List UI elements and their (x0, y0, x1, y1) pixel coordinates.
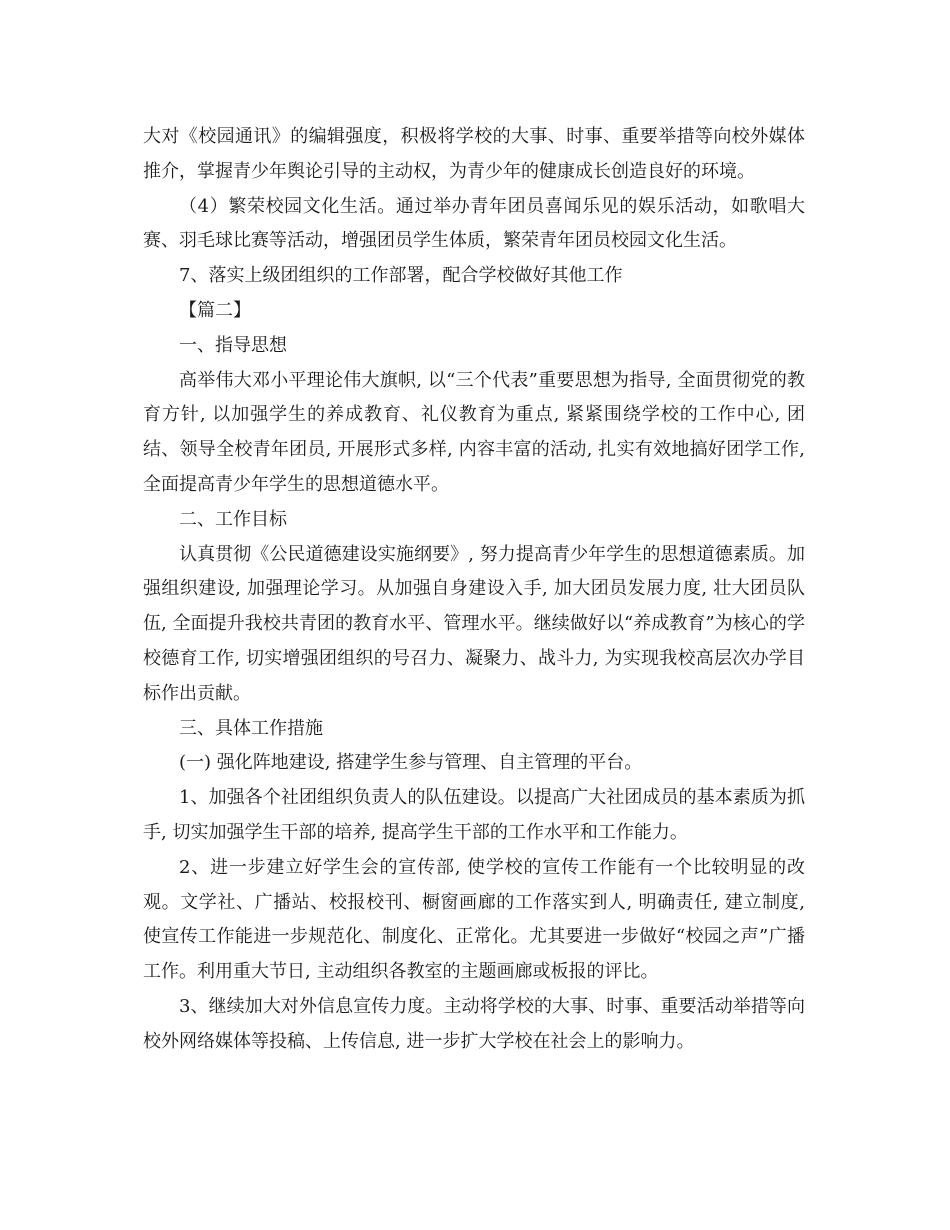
heading-guiding-thought: 一、指导思想 (179, 334, 287, 356)
paragraph-campus-newsletter: 大对《校园通讯》的编辑强度，积极将学校的大事、时事、重要举措等向校外媒体推介，掌握青少年舆论引导的主动权，为青少年的健康成长创造良好的环境。 (143, 126, 805, 182)
document-body (143, 120, 805, 1060)
section-title-part-two: 【篇二】 (179, 299, 251, 321)
paragraph-guiding-thought: 高举伟大邓小平理论伟大旗帜, 以“三个代表”重要思想为指导, 全面贯彻党的教育方针, 以加强学生的养成教育、礼仪教育为重点, 紧紧围绕学校的工作中心, 团结、领导全校青年团员, 开展形式多样, 内容丰富的活动, 扎实有效地搞好团学工作, 全面提高青少年学生的思想道德水平。 (143, 369, 805, 495)
paragraph-work-goals: 认真贯彻《公民道德建设实施纲要》, 努力提高青少年学生的思想道德素质。加强组织建设, 加强理论学习。从加强自身建设入手, 加大团员发展力度, 壮大团员队伍, 全面提升我校共青团的教育水平、管理水平。继续做好以“养成教育”为核心的学校德育工作, 切实增强团组织的号召力、凝聚力、战斗力, 为实现我校高层次办学目标作出贡献。 (143, 543, 805, 704)
heading-specific-measures: 三、具体工作措施 (179, 717, 323, 739)
paragraph-item-3: 3、继续加大对外信息宣传力度。主动将学校的大事、时事、重要活动举措等向校外网络媒体等投稿、上传信息, 进一步扩大学校在社会上的影响力。 (143, 995, 805, 1052)
paragraph-item-2: 2、进一步建立好学生会的宣传部, 使学校的宣传工作能有一个比较明显的改观。文学社、广播站、校报校刊、橱窗画廊的工作落实到人, 明确责任, 建立制度, 使宣传工作能进一步规范化、制度化、正常化。尤其要进一步做好“校园之声”广播工作。利用重大节日, 主动组织各教室的主题画廊或板报的评比。 (143, 856, 805, 983)
heading-work-goals: 二、工作目标 (179, 508, 287, 530)
paragraph-measure-1: (一) 强化阵地建设, 搭建学生参与管理、自主管理的平台。 (179, 752, 643, 774)
paragraph-campus-culture: （4）繁荣校园文化生活。通过举办青年团员喜闻乐见的娱乐活动，如歌唱大赛、羽毛球比赛等活动，增强团员学生体质，繁荣青年团员校园文化生活。 (143, 195, 805, 252)
paragraph-item-1: 1、加强各个社团组织负责人的队伍建设。以提高广大社团成员的基本素质为抓手, 切实加强学生干部的培养, 提高学生干部的工作水平和工作能力。 (143, 787, 805, 843)
paragraph-item-7: 7、落实上级团组织的工作部署，配合学校做好其他工作 (179, 265, 623, 287)
